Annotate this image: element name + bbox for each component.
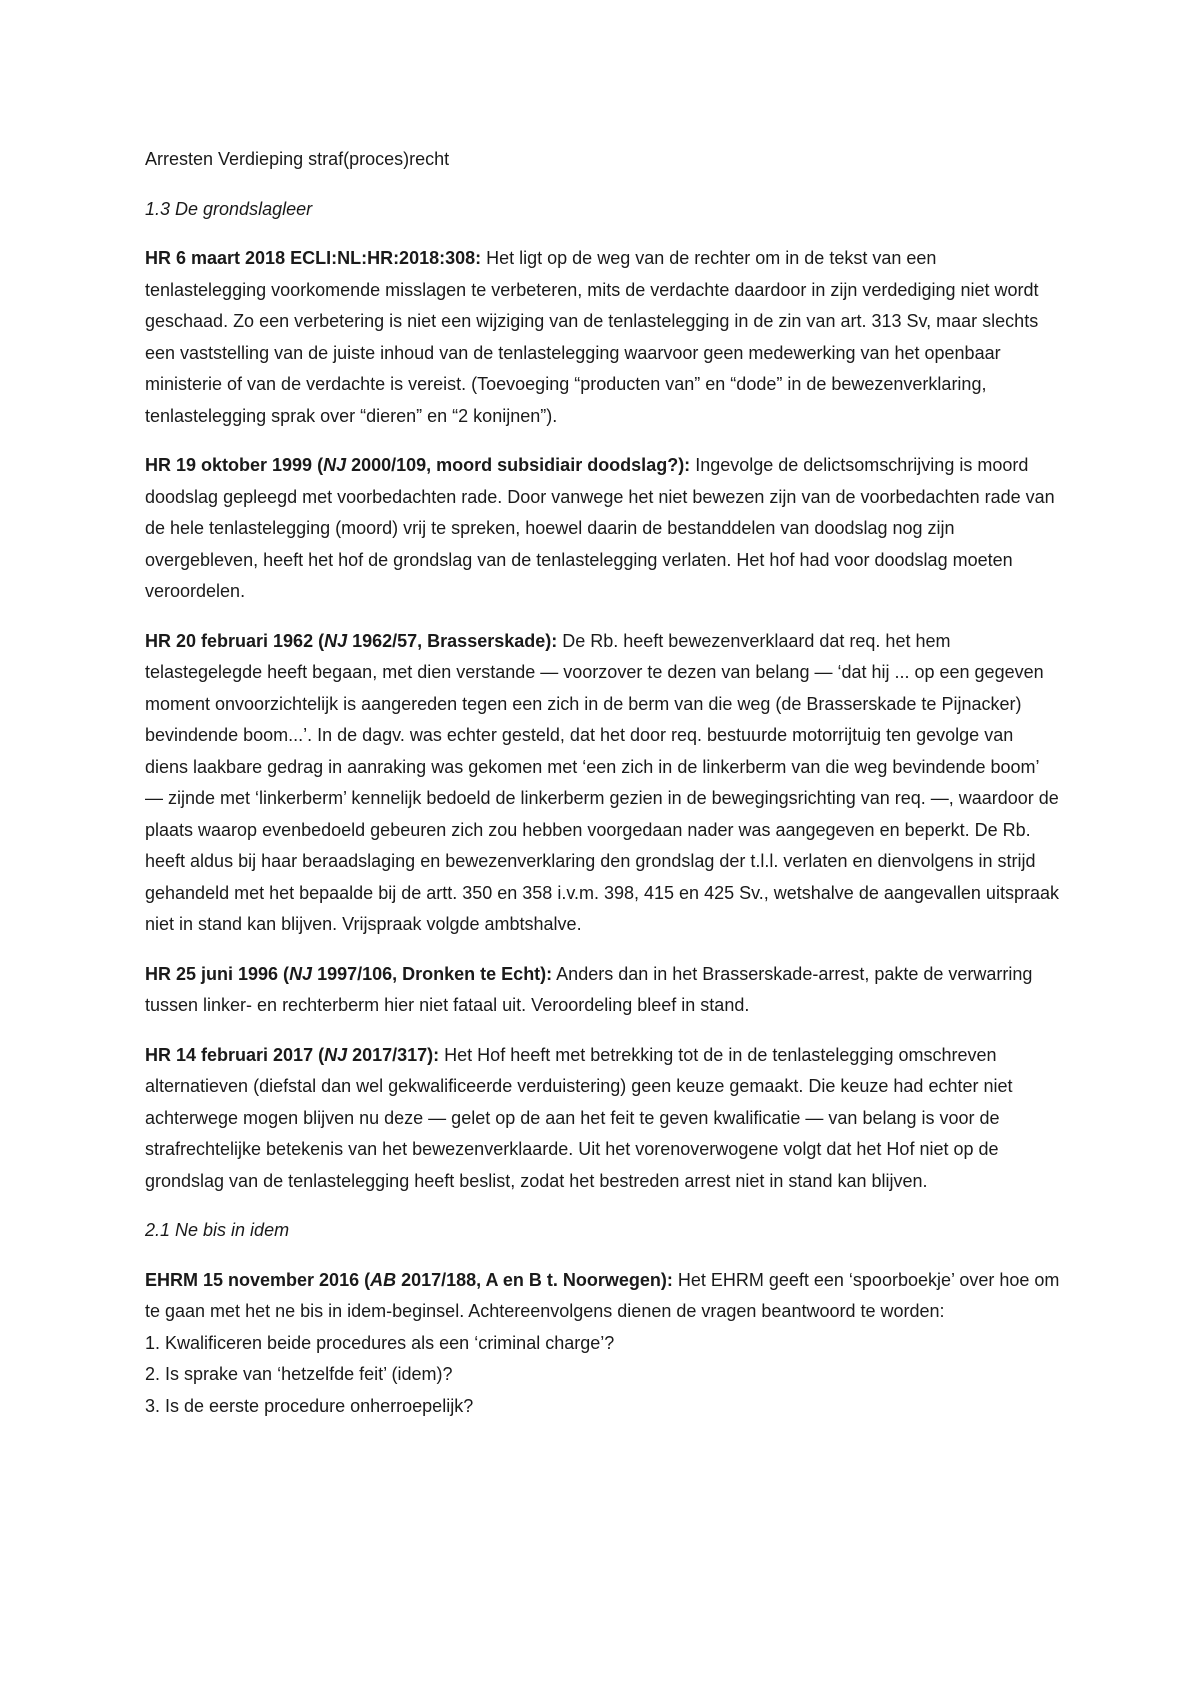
case-citation: EHRM 15 november 2016 (AB 2017/188, A en B t. Noorwegen):: [145, 1269, 673, 1290]
case-summary: Het EHRM geeft een ‘spoorboekje’ over hoe om te gaan met het ne bis in idem-beginsel. Achtereenvolgens dienen de vragen beantwoord te worden:: [145, 1269, 1060, 1321]
case-summary: Het ligt op de weg van de rechter om in de tekst van een tenlastelegging voorkomende misslagen te verbeteren, mits de verdachte daardoor in zijn verdediging niet wordt geschaad. Zo een verbetering is niet een wijziging van de tenlastelegging in de zin van art. 313 Sv, maar slechts een vaststelling van de juiste inhoud van de tenlastelegging waarvoor geen medewerking van het openbaar ministerie of van de verdachte is vereist. (Toevoeging “producten van” en “dode” in de bewezenverklaring, tenlastelegging sprak over “dieren” en “2 konijnen”).: [145, 248, 1039, 426]
case-summary: Ingevolge de delictsomschrijving is moord doodslag gepleegd met voorbedachten rade. Door vanwege het niet bewezen zijn van de voorbedachten rade van de hele tenlastelegging (moord) vrij te spreken, hoewel daarin de bestanddelen van doodslag nog zijn overgebleven, heeft het hof de grondslag van de tenlastelegging verlaten. Het hof had voor doodslag moeten veroordelen.: [145, 455, 1055, 601]
case-citation: HR 14 februari 2017 (NJ 2017/317):: [145, 1044, 440, 1065]
case-summary: Anders dan in het Brasserskade-arrest, pakte de verwarring tussen linker- en rechterberm hier niet fataal uit. Veroordeling bleef in stand.: [145, 963, 1033, 1015]
question-list: [145, 1328, 1060, 1423]
case-citation: HR 20 februari 1962 (NJ 1962/57, Brasserskade):: [145, 630, 558, 651]
list-item: 1. Kwalificeren beide procedures als een ‘criminal charge’?: [145, 1332, 615, 1353]
section-heading-ne-bis-in-idem: 2.1 Ne bis in idem: [145, 1220, 290, 1240]
list-item: 2. Is sprake van ‘hetzelfde feit’ (idem)?: [145, 1364, 453, 1384]
case-entry-hr-2018: [145, 243, 1060, 432]
case-summary: De Rb. heeft bewezenverklaard dat req. het hem telastegelegde heeft begaan, met dien verstande — voorzover te dezen van belang — ‘dat hij ... op een gegeven moment onvoorzichtelijk is aangereden tegen een zich in de berm van die weg (de Brasserskade te Pijnacker) bevindende boom...’. In de dagv. was echter gesteld, dat het door req. bestuurde motorrijtuig ten gevolge van diens laakbare gedrag in aanraking was gekomen met ‘een zich in de linkerberm van die weg bevindende boom’ — zijnde met ‘linkerberm’ kennelijk bedoeld de linkerberm gezien in de bewegingsrichting van req. —, waardoor de plaats waarop evenbedoeld gebeuren zich zou hebben voorgedaan nader was aangegeven en beperkt. De Rb. heeft aldus bij haar beraadslaging en bewezenverklaring den grondslag der t.l.l. verlaten en dienvolgens in strijd gehandeld met het bepaalde bij de artt. 350 en 358 i.v.m. 398, 415 en 425 Sv., wetshalve de aangevallen uitspraak niet in stand kan blijven. Vrijspraak volgde ambtshalve.: [145, 630, 1059, 934]
case-entry-hr-1996-dronken-te-echt: [145, 959, 1060, 1022]
case-entry-hr-1999: [145, 450, 1060, 608]
case-entry-ehrm-2016: [145, 1265, 1060, 1328]
case-citation: HR 25 juni 1996 (NJ 1997/106, Dronken te Echt):: [145, 963, 553, 984]
document-title: Arresten Verdieping straf(proces)recht: [145, 149, 450, 169]
case-citation: HR 6 maart 2018 ECLI:NL:HR:2018:308:: [145, 248, 482, 268]
case-summary: Het Hof heeft met betrekking tot de in de tenlastelegging omschreven alternatieven (diefstal dan wel gekwalificeerde verduistering) geen keuze gemaakt. Die keuze had echter niet achterwege mogen blijven nu deze — gelet op de aan het feit te geven kwalificatie — van belang is voor de strafrechtelijke betekenis van het bewezenverklaarde. Uit het vorenoverwogene volgt dat het Hof niet op de grondslag van de tenlastelegging heeft beslist, zodat het bestreden arrest niet in stand kan blijven.: [145, 1044, 1013, 1191]
case-citation: HR 19 oktober 1999 (NJ 2000/109, moord subsidiair doodslag?):: [145, 455, 691, 475]
document-page: [145, 144, 1060, 1422]
section-heading-grondslagleer: 1.3 De grondslagleer: [145, 198, 313, 219]
case-entry-hr-1962-brasserskade: [145, 626, 1060, 941]
case-entry-hr-2017: [145, 1040, 1060, 1198]
list-item: 3. Is de eerste procedure onherroepelijk?: [145, 1395, 474, 1416]
